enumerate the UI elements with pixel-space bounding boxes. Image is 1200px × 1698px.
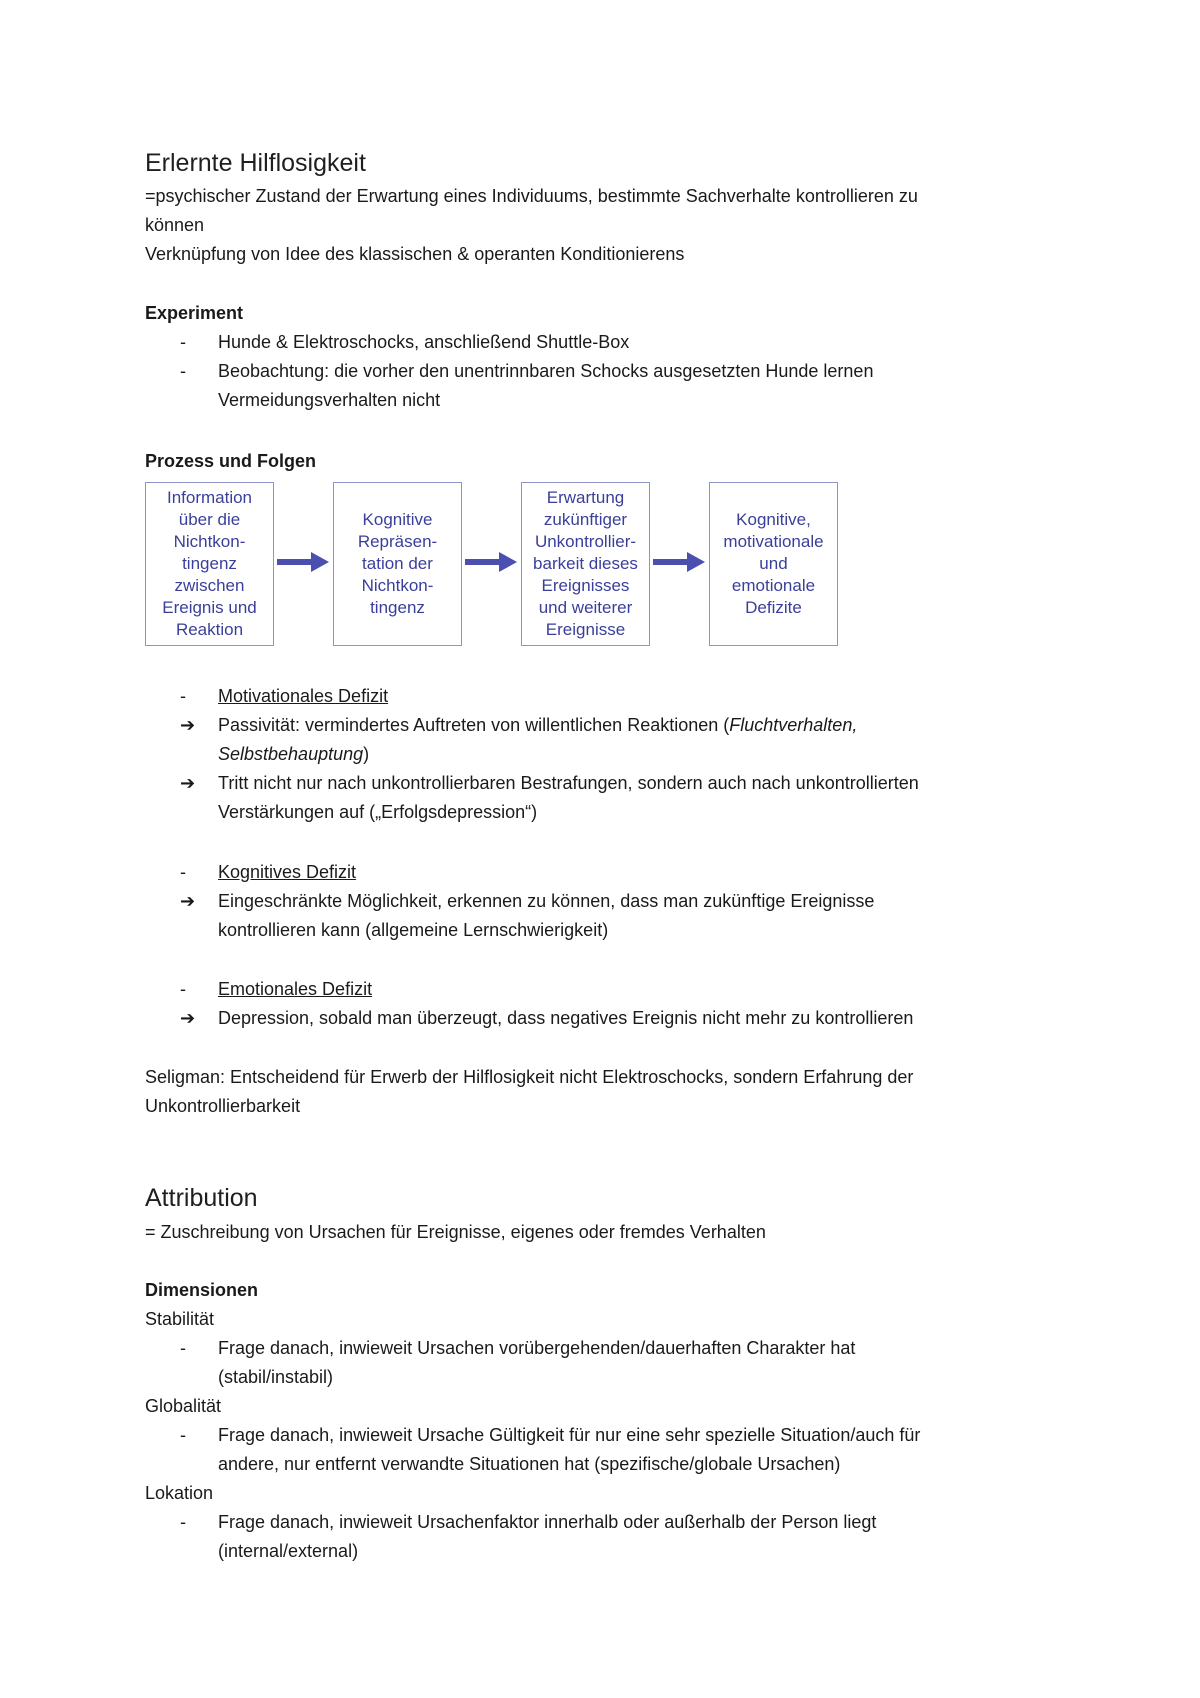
dimensions-heading: Dimensionen — [145, 1280, 259, 1300]
seligman-note: Seligman: Entscheidend für Erwerb der Hilflosigkeit nicht Elektroschocks, sondern Erfahrung der — [145, 1067, 914, 1087]
flow-arrow-icon — [277, 552, 329, 572]
process-heading: Prozess und Folgen — [145, 451, 317, 471]
dash-bullet: - — [180, 1338, 186, 1358]
globality-description: Frage danach, inwieweit Ursache Gültigkeit für nur eine sehr spezielle Situation/auch für — [218, 1425, 921, 1445]
stability-description: Frage danach, inwieweit Ursachen vorübergehenden/dauerhaften Charakter hat — [218, 1338, 856, 1358]
flow-box-representation: Kognitive Repräsen- tation der Nichtkon- tingenz — [333, 482, 462, 646]
motivational-point-continued: Selbstbehauptung) — [218, 744, 370, 764]
emotional-point: Depression, sobald man überzeugt, dass negatives Ereignis nicht mehr zu kontrollieren — [218, 1008, 914, 1028]
dash-bullet: - — [180, 862, 186, 882]
arrow-bullet-icon: ➔ — [180, 891, 196, 911]
location-description-continued: (internal/external) — [218, 1541, 359, 1561]
experiment-item-continued: Vermeidungsverhalten nicht — [218, 390, 441, 410]
experiment-item: Hunde & Elektroschocks, anschließend Shuttle-Box — [218, 332, 630, 352]
globality-description-continued: andere, nur entfernt verwandte Situationen hat (spezifische/globale Ursachen) — [218, 1454, 841, 1474]
dash-bullet: - — [180, 332, 186, 352]
motivational-point: Passivität: vermindertes Auftreten von willentlichen Reaktionen (Fluchtverhalten, — [218, 715, 858, 735]
flow-box-expectation: Erwartung zukünftiger Unkontrollier- barkeit dieses Ereignisses und weiterer Ereignisse — [521, 482, 650, 646]
dimension-label-stability: Stabilität — [145, 1309, 215, 1329]
experiment-heading: Experiment — [145, 303, 244, 323]
dimension-label-location: Lokation — [145, 1483, 214, 1503]
location-description: Frage danach, inwieweit Ursachenfaktor innerhalb oder außerhalb der Person liegt — [218, 1512, 877, 1532]
emotional-deficit-heading: Emotionales Defizit — [218, 979, 373, 999]
flow-arrow-icon — [465, 552, 517, 572]
motivational-point-continued: Verstärkungen auf („Erfolgsdepression“) — [218, 802, 538, 822]
flow-box-deficits: Kognitive, motivationale und emotionale Defizite — [709, 482, 838, 646]
section-title-erlernte-hilflosigkeit: Erlernte Hilflosigkeit — [145, 149, 366, 177]
experiment-item: Beobachtung: die vorher den unentrinnbaren Schocks ausgesetzten Hunde lernen — [218, 361, 874, 381]
arrow-bullet-icon: ➔ — [180, 1008, 196, 1028]
dash-bullet: - — [180, 1512, 186, 1532]
dash-bullet: - — [180, 361, 186, 381]
definition-line: =psychischer Zustand der Erwartung eines Individuums, bestimmte Sachverhalte kontrollieren zu — [145, 186, 918, 206]
dimension-label-globality: Globalität — [145, 1396, 222, 1416]
arrow-bullet-icon: ➔ — [180, 773, 196, 793]
cognitive-point: Eingeschränkte Möglichkeit, erkennen zu können, dass man zukünftige Ereignisse — [218, 891, 875, 911]
flow-box-information: Information über die Nichtkon- tingenz zwischen Ereignis und Reaktion — [145, 482, 274, 646]
motivational-deficit-heading: Motivationales Defizit — [218, 686, 389, 706]
section-title-attribution: Attribution — [145, 1184, 258, 1212]
dash-bullet: - — [180, 1425, 186, 1445]
seligman-note-continued: Unkontrollierbarkeit — [145, 1096, 301, 1116]
stability-description-continued: (stabil/instabil) — [218, 1367, 334, 1387]
definition-line: können — [145, 215, 205, 235]
dash-bullet: - — [180, 686, 186, 706]
cognitive-point-continued: kontrollieren kann (allgemeine Lernschwierigkeit) — [218, 920, 609, 940]
attribution-definition: = Zuschreibung von Ursachen für Ereignisse, eigenes oder fremdes Verhalten — [145, 1222, 766, 1242]
definition-line: Verknüpfung von Idee des klassischen & operanten Konditionierens — [145, 244, 685, 264]
arrow-bullet-icon: ➔ — [180, 715, 196, 735]
flow-arrow-icon — [653, 552, 705, 572]
cognitive-deficit-heading: Kognitives Defizit — [218, 862, 357, 882]
motivational-point: Tritt nicht nur nach unkontrollierbaren Bestrafungen, sondern auch nach unkontrollierten — [218, 773, 919, 793]
dash-bullet: - — [180, 979, 186, 999]
